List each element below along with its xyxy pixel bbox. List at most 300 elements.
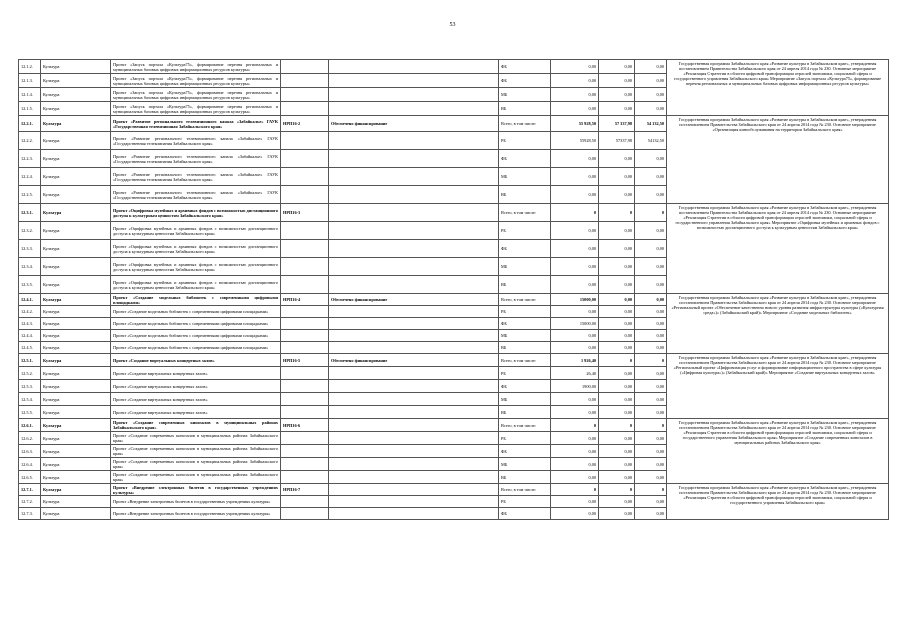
row-project: Проект «Создание виртуальных концертных залов»: [111, 354, 281, 367]
row-project: Проект «Создание современных кинозалов в муниципальных районах Забайкальского края»: [111, 432, 281, 445]
row-code: 12.1.3.: [19, 74, 41, 88]
row-value-2: 0,00: [599, 168, 635, 186]
row-value-1: 0,00: [551, 102, 599, 116]
row-value-2: 0,00: [599, 294, 635, 306]
row-value-2: 57337,98: [599, 132, 635, 150]
row-value-3: 54132,50: [635, 132, 667, 150]
row-code: 12.1.2.: [19, 60, 41, 74]
row-code: 12.3.2.: [19, 222, 41, 240]
row-code: 12.2.4.: [19, 168, 41, 186]
row-value-3: 0,00: [635, 318, 667, 330]
row-source: Всего, в том числе:: [499, 354, 551, 367]
row-source: МБ: [499, 393, 551, 406]
row-source: ФБ: [499, 240, 551, 258]
row-id: [281, 432, 329, 445]
row-id: [281, 342, 329, 354]
row-section: Культура: [41, 342, 111, 354]
row-section: Культура: [41, 508, 111, 520]
row-value-1: 55928,50: [551, 132, 599, 150]
row-code: 12.1.4.: [19, 88, 41, 102]
row-source: ВБ: [499, 186, 551, 204]
row-source: МБ: [499, 330, 551, 342]
row-value-3: 0: [635, 204, 667, 222]
row-financing: [329, 204, 499, 222]
row-value-2: 0,00: [599, 471, 635, 484]
row-project: Проект «Создание современных кинозалов в муниципальных районах Забайкальского края»: [111, 445, 281, 458]
row-financing: Обеспечено финансирование: [329, 354, 499, 367]
row-code: 12.2.5.: [19, 186, 41, 204]
row-section: Культура: [41, 132, 111, 150]
row-value-3: 0,00: [635, 445, 667, 458]
row-value-2: 0,00: [599, 186, 635, 204]
row-value-2: 0,00: [599, 406, 635, 419]
row-source: Всего, в том числе:: [499, 484, 551, 496]
row-source: ВБ: [499, 276, 551, 294]
row-value-1: 55 928,50: [551, 116, 599, 132]
row-source: РБ: [499, 132, 551, 150]
row-id: [281, 60, 329, 74]
row-id: [281, 393, 329, 406]
row-financing: [329, 258, 499, 276]
row-section: Культура: [41, 471, 111, 484]
row-id: [281, 132, 329, 150]
row-id: [281, 222, 329, 240]
row-code: 12.4.2.: [19, 306, 41, 318]
row-section: Культура: [41, 204, 111, 222]
row-financing: [329, 508, 499, 520]
row-value-3: 0,00: [635, 342, 667, 354]
row-project: Проект «Запуск портала «Культура75», формирование перечня региональных и муниципальных базовых цифровых информационных ресурсов культуры»: [111, 60, 281, 74]
row-source: ФБ: [499, 380, 551, 393]
table-row: [19, 60, 889, 74]
row-section: Культура: [41, 354, 111, 367]
row-source: МБ: [499, 258, 551, 276]
row-section: Культура: [41, 186, 111, 204]
row-financing: [329, 88, 499, 102]
row-value-1: 1 926,40: [551, 354, 599, 367]
row-source: ВБ: [499, 406, 551, 419]
row-section: Культура: [41, 116, 111, 132]
row-section: Культура: [41, 258, 111, 276]
row-value-1: 0,00: [551, 406, 599, 419]
row-value-1: 0,00: [551, 168, 599, 186]
row-value-2: 0: [599, 354, 635, 367]
row-value-1: 0,00: [551, 186, 599, 204]
table-row: [19, 354, 889, 367]
row-source: Всего, в том числе:: [499, 204, 551, 222]
row-project: Проект «Развитие регионального телевизионного канала «Забайкалье» ГАУК «Государственная телекомпания Забайкальского края»: [111, 186, 281, 204]
row-value-1: 0: [551, 484, 599, 496]
row-section: Культура: [41, 484, 111, 496]
row-code: 12.6.5.: [19, 471, 41, 484]
row-value-3: 0,00: [635, 406, 667, 419]
row-code: 12.5.4.: [19, 393, 41, 406]
row-value-2: 0,00: [599, 240, 635, 258]
row-value-1: 0: [551, 204, 599, 222]
row-project: Проект «Развитие регионального телевизионного канала «Забайкалье» ГАУК «Государственная телекомпания Забайкальского края»: [111, 132, 281, 150]
row-section: Культура: [41, 102, 111, 116]
row-value-1: 0,00: [551, 60, 599, 74]
row-project: Проект «Создание современных кинозалов в муниципальных районах Забайкальского края»: [111, 419, 281, 432]
row-value-2: 0,00: [599, 102, 635, 116]
table-row: [19, 484, 889, 496]
row-financing: [329, 330, 499, 342]
row-id: [281, 496, 329, 508]
row-section: Культура: [41, 240, 111, 258]
row-source: РБ: [499, 432, 551, 445]
row-id: [281, 168, 329, 186]
row-value-1: 0,00: [551, 276, 599, 294]
row-source: ВБ: [499, 342, 551, 354]
row-value-1: 0,00: [551, 258, 599, 276]
row-value-1: 0,00: [551, 88, 599, 102]
row-financing: [329, 306, 499, 318]
row-project: Проект «Создание модельных библиотек с современными цифровыми площадками»: [111, 330, 281, 342]
row-project: Проект «Развитие регионального телевизионного канала «Забайкалье» ГАУК «Государственная телевизионная Забайкальского края»: [111, 116, 281, 132]
row-section: Культура: [41, 318, 111, 330]
row-section: Культура: [41, 88, 111, 102]
row-value-3: 0: [635, 419, 667, 432]
row-section: Культура: [41, 445, 111, 458]
row-source: МБ: [499, 168, 551, 186]
row-value-2: 0,00: [599, 258, 635, 276]
row-id: [281, 306, 329, 318]
row-value-2: 0,00: [599, 60, 635, 74]
row-value-2: 0,00: [599, 318, 635, 330]
row-value-2: 0,00: [599, 330, 635, 342]
row-source: ФБ: [499, 508, 551, 520]
row-source: РБ: [499, 367, 551, 380]
row-value-3: 0,00: [635, 150, 667, 168]
row-section: Культура: [41, 406, 111, 419]
row-section: Культура: [41, 367, 111, 380]
row-value-3: 0,00: [635, 168, 667, 186]
row-section: Культура: [41, 168, 111, 186]
row-value-1: 15000,00: [551, 294, 599, 306]
row-code: 12.3.1.: [19, 204, 41, 222]
row-financing: [329, 318, 499, 330]
row-project: Проект «Создание современных кинозалов в муниципальных районах Забайкальского края»: [111, 458, 281, 471]
row-project: Проект «Создание модельных библиотек с современными цифровыми площадками»: [111, 342, 281, 354]
row-value-2: 0,00: [599, 393, 635, 406]
row-value-2: 0: [599, 204, 635, 222]
row-section: Культура: [41, 458, 111, 471]
row-source: РБ: [499, 496, 551, 508]
row-financing: [329, 60, 499, 74]
row-code: 12.3.3.: [19, 240, 41, 258]
program-note: Государственная программа Забайкальского края «Развитие культуры в Забайкальском крае», утвержденная постановлением Правительства Забайкальского края от 24 апреля 2014 года № 230. Основное мероприятие «Организация кинообслуживания на территории Забайкальского края»: [667, 116, 889, 204]
row-source: ВБ: [499, 471, 551, 484]
row-code: 12.4.1.: [19, 294, 41, 306]
row-section: Культура: [41, 294, 111, 306]
row-financing: [329, 393, 499, 406]
row-code: 12.7.2.: [19, 496, 41, 508]
row-code: 12.2.2.: [19, 132, 41, 150]
row-code: 12.4.5.: [19, 342, 41, 354]
row-value-2: 0,00: [599, 150, 635, 168]
row-financing: [329, 484, 499, 496]
row-value-1: 0,00: [551, 330, 599, 342]
row-value-2: 0,00: [599, 445, 635, 458]
row-code: 12.3.4.: [19, 258, 41, 276]
row-financing: [329, 150, 499, 168]
row-financing: [329, 186, 499, 204]
row-code: 12.7.1.: [19, 484, 41, 496]
row-source: РБ: [499, 306, 551, 318]
row-project: Проект «Создание виртуальных концертных залов»: [111, 367, 281, 380]
row-id: [281, 471, 329, 484]
row-id: НРП16-2: [281, 116, 329, 132]
row-source: МБ: [499, 88, 551, 102]
table-row: [19, 419, 889, 432]
row-project: Проект «Внедрение электронных билетов в государственных учреждениях культуры»: [111, 508, 281, 520]
row-financing: [329, 276, 499, 294]
row-id: [281, 367, 329, 380]
row-financing: [329, 102, 499, 116]
row-value-2: 0,00: [599, 367, 635, 380]
row-code: 12.6.4.: [19, 458, 41, 471]
program-note: Государственная программа Забайкальского края «Развитие культуры в Забайкальском крае», утвержденная постановлением Правительства Забайкальского края от 24 апреля 2014 года № 230. Основное мероприятие «Региональный проект «Обеспечение качественно нового уровня развития инфраструктуры культуры («Культурная среда»)» (Забайкальский край)» Мероприятие «Создание модельных библиотек»: [667, 294, 889, 354]
row-source: Всего, в том числе:: [499, 116, 551, 132]
row-value-2: 0,00: [599, 432, 635, 445]
row-value-1: 26,40: [551, 367, 599, 380]
row-section: Культура: [41, 276, 111, 294]
row-financing: [329, 458, 499, 471]
row-value-1: 0,00: [551, 240, 599, 258]
row-id: [281, 380, 329, 393]
row-value-3: 0,00: [635, 393, 667, 406]
row-id: [281, 186, 329, 204]
row-value-3: 0,00: [635, 60, 667, 74]
program-note: Государственная программа Забайкальского края «Развитие культуры в Забайкальском крае», утвержденная постановлением Правительства Забайкальского края от 24 апреля 2014 года № 230. Основное мероприятие «Реализация Стратегии в области цифровой трансформации отраслей экономики, социальной сферы и государственного управления Забайкальского края»: [667, 484, 889, 520]
row-financing: [329, 445, 499, 458]
row-code: 12.3.5.: [19, 276, 41, 294]
row-section: Культура: [41, 496, 111, 508]
row-financing: [329, 168, 499, 186]
row-financing: [329, 342, 499, 354]
row-section: Культура: [41, 222, 111, 240]
row-id: [281, 458, 329, 471]
row-id: [281, 240, 329, 258]
row-value-3: 0,00: [635, 508, 667, 520]
row-value-1: 0,00: [551, 432, 599, 445]
row-source: ФБ: [499, 60, 551, 74]
table-row: [19, 204, 889, 222]
row-financing: [329, 471, 499, 484]
row-section: Культура: [41, 393, 111, 406]
row-code: 12.5.3.: [19, 380, 41, 393]
row-id: [281, 406, 329, 419]
row-value-2: 0,00: [599, 342, 635, 354]
page-number: 53: [449, 22, 456, 28]
row-value-3: 0,00: [635, 496, 667, 508]
row-value-3: 0,00: [635, 240, 667, 258]
row-financing: [329, 419, 499, 432]
program-note: Государственная программа Забайкальского края «Развитие культуры в Забайкальском крае», утвержденная постановлением Правительства Забайкальского края от 24 апреля 2014 года № 230. Основные мероприятие «Реализация Стратегии в области цифровой трансформации отраслей экономики, социальной сферы и государственного управления Забайкальского края» Мероприятие «Оцифровка музейных и архивных фондов с возможностью дистанционного доступа к культурным ценностям Забайкальского края»: [667, 204, 889, 294]
row-project: Проект «Создание модельных библиотек с современными цифровыми площадками»: [111, 294, 281, 306]
row-value-2: 0,00: [599, 508, 635, 520]
row-code: 12.5.2.: [19, 367, 41, 380]
row-value-1: 1900,00: [551, 380, 599, 393]
row-project: Проект «Развитие регионального телевизионного канала «Забайкалье» ГАУК «Государственная телекомпания Забайкальского края»: [111, 150, 281, 168]
row-id: НРП16-5: [281, 354, 329, 367]
row-value-3: 54 132,50: [635, 116, 667, 132]
row-value-3: 0,00: [635, 432, 667, 445]
row-project: Проект «Оцифровка музейных и архивных фондов с возможностью дистанционного доступа к культурным ценностям Забайкальского края»: [111, 276, 281, 294]
row-project: Проект «Запуск портала «Культура75», формирование перечня региональных и муниципальных базовых цифровых информационных ресурсов культуры»: [111, 102, 281, 116]
row-code: 12.1.5.: [19, 102, 41, 116]
row-value-1: 0,00: [551, 342, 599, 354]
row-value-1: 0,00: [551, 150, 599, 168]
row-financing: Обеспечено финансирование: [329, 116, 499, 132]
row-section: Культура: [41, 60, 111, 74]
row-section: Культура: [41, 74, 111, 88]
row-value-1: 0: [551, 419, 599, 432]
row-code: 12.6.3.: [19, 445, 41, 458]
row-id: [281, 330, 329, 342]
row-project: Проект «Оцифровка музейных и архивных фондов с возможностью дистанционного доступа к культурным ценностям Забайкальского края»: [111, 258, 281, 276]
row-value-2: 0: [599, 484, 635, 496]
row-value-2: 57 337,98: [599, 116, 635, 132]
row-value-2: 0,00: [599, 276, 635, 294]
row-value-3: 0,00: [635, 380, 667, 393]
row-id: НРП16-4: [281, 294, 329, 306]
row-value-3: 0,00: [635, 471, 667, 484]
row-project: Проект «Оцифровка музейных и архивных фондов с возможностью дистанционного доступа к культурным ценностям Забайкальского края»: [111, 204, 281, 222]
row-financing: [329, 222, 499, 240]
row-financing: [329, 132, 499, 150]
row-value-3: 0,00: [635, 330, 667, 342]
row-project: Проект «Оцифровка музейных и архивных фондов с возможностью дистанционного доступа к культурным ценностям Забайкальского края»: [111, 240, 281, 258]
row-value-1: 0,00: [551, 471, 599, 484]
program-note: Государственная программа Забайкальского края «Развитие культуры в Забайкальском крае», утвержденная постановлением Правительства Забайкальского края от 24 апреля 2014 года № 230. Основное мероприятие «Региональный проект «Цифровизация услуг и формирование информационного пространства в сфере культуры («Цифровая культура»)» (Забайкальский край)» Мероприятие «Создание виртуальных концертных залов»: [667, 354, 889, 419]
row-project: Проект «Внедрение электронных билетов в государственных учреждениях культуры»: [111, 484, 281, 496]
row-value-2: 0,00: [599, 222, 635, 240]
row-code: 12.6.2.: [19, 432, 41, 445]
row-value-1: 0,00: [551, 445, 599, 458]
row-project: Проект «Создание виртуальных концертных залов»: [111, 380, 281, 393]
row-value-3: 0,00: [635, 258, 667, 276]
program-note: Государственная программа Забайкальского края «Развитие культуры в Забайкальском крае», утвержденная постановлением Правительства Забайкальского края от 24 апреля 2014 года № 230. Основные мероприятие «Реализация Стратегии в области цифровой трансформации отраслей экономики, социальной сферы и государственного управления Забайкальского края» Мероприятие «Запуск портала «Культура75», формирование перечня региональных и муниципальных базовых цифровых информационных ресурсов культуры»: [667, 60, 889, 116]
row-value-2: 0,00: [599, 74, 635, 88]
row-value-3: 0,00: [635, 102, 667, 116]
row-value-1: 0,00: [551, 74, 599, 88]
row-project: Проект «Создание модельных библиотек с современными цифровыми площадками»: [111, 318, 281, 330]
row-source: ФБ: [499, 445, 551, 458]
row-value-2: 0,00: [599, 458, 635, 471]
row-financing: [329, 74, 499, 88]
row-value-3: 0,00: [635, 276, 667, 294]
row-financing: [329, 406, 499, 419]
row-project: Проект «Развитие регионального телевизионного канала «Забайкалье» ГАУК «Государственная телекомпания Забайкальского края»: [111, 168, 281, 186]
row-code: 12.5.1.: [19, 354, 41, 367]
row-id: НРП16-3: [281, 204, 329, 222]
row-financing: [329, 496, 499, 508]
row-section: Культура: [41, 380, 111, 393]
row-value-1: 0,00: [551, 393, 599, 406]
row-section: Культура: [41, 306, 111, 318]
row-id: [281, 445, 329, 458]
row-value-3: 0,00: [635, 74, 667, 88]
row-id: [281, 102, 329, 116]
row-source: ФБ: [499, 74, 551, 88]
row-financing: [329, 240, 499, 258]
row-value-3: 0: [635, 354, 667, 367]
row-section: Культура: [41, 419, 111, 432]
row-value-3: 0,00: [635, 458, 667, 471]
row-financing: Обеспечено финансирование: [329, 294, 499, 306]
row-value-2: 0,00: [599, 88, 635, 102]
row-source: МБ: [499, 458, 551, 471]
row-value-3: 0: [635, 484, 667, 496]
row-section: Культура: [41, 330, 111, 342]
row-section: Культура: [41, 150, 111, 168]
row-value-1: 0,00: [551, 496, 599, 508]
row-id: [281, 88, 329, 102]
row-project: Проект «Запуск портала «Культура75», формирование перечня региональных и муниципальных базовых цифровых информационных ресурсов культуры»: [111, 74, 281, 88]
row-code: 12.2.1.: [19, 116, 41, 132]
row-source: ФБ: [499, 318, 551, 330]
row-financing: [329, 367, 499, 380]
row-value-2: 0,00: [599, 306, 635, 318]
row-project: Проект «Создание виртуальных концертных залов»: [111, 406, 281, 419]
row-project: Проект «Создание модельных библиотек с современными цифровыми площадками»: [111, 306, 281, 318]
row-project: Проект «Внедрение электронных билетов в государственных учреждениях культуры»: [111, 496, 281, 508]
row-value-2: 0,00: [599, 496, 635, 508]
row-code: 12.4.3.: [19, 318, 41, 330]
row-source: Всего, в том числе:: [499, 294, 551, 306]
row-id: [281, 508, 329, 520]
row-source: РБ: [499, 222, 551, 240]
row-id: [281, 74, 329, 88]
row-project: Проект «Запуск портала «Культура75», формирование перечня региональных и муниципальных базовых цифровых информационных ресурсов культуры»: [111, 88, 281, 102]
row-id: [281, 318, 329, 330]
row-value-1: 0,00: [551, 458, 599, 471]
row-value-2: 0: [599, 419, 635, 432]
row-project: Проект «Оцифровка музейных и архивных фондов с возможностью дистанционного доступа к культурным ценностям Забайкальского края»: [111, 222, 281, 240]
row-source: ВБ: [499, 102, 551, 116]
program-note: Государственная программа Забайкальского края «Развитие культуры в Забайкальском крае», утвержденная постановлением Правительства Забайкальского края от 24 апреля 2014 года № 230. Основное мероприятие «Реализация Стратегии в области цифровой трансформации отраслей экономики, социальной сферы и государственного управления Забайкальского края» Мероприятие «Создание современных кинозалов в муниципальных районах Забайкальского края»: [667, 419, 889, 484]
row-id: НРП16-7: [281, 484, 329, 496]
table-row: [19, 294, 889, 306]
row-value-3: 0,00: [635, 88, 667, 102]
row-value-1: 0,00: [551, 508, 599, 520]
row-project: Проект «Создание виртуальных концертных залов»: [111, 393, 281, 406]
row-section: Культура: [41, 432, 111, 445]
row-code: 12.5.5.: [19, 406, 41, 419]
row-value-3: 0,00: [635, 186, 667, 204]
row-id: [281, 150, 329, 168]
budget-table: [18, 59, 889, 520]
row-code: 12.6.1.: [19, 419, 41, 432]
table-row: [19, 116, 889, 132]
row-value-3: 0,00: [635, 294, 667, 306]
row-value-1: 15000,00: [551, 318, 599, 330]
row-id: [281, 276, 329, 294]
row-source: ФБ: [499, 150, 551, 168]
row-project: Проект «Создание современных кинозалов в муниципальных районах Забайкальского края»: [111, 471, 281, 484]
row-id: НРП16-6: [281, 419, 329, 432]
row-value-1: 0,00: [551, 306, 599, 318]
row-financing: [329, 380, 499, 393]
row-financing: [329, 432, 499, 445]
row-code: 12.4.4.: [19, 330, 41, 342]
row-code: 12.2.3.: [19, 150, 41, 168]
row-source: Всего, в том числе:: [499, 419, 551, 432]
row-value-3: 0,00: [635, 367, 667, 380]
row-value-3: 0,00: [635, 222, 667, 240]
row-id: [281, 258, 329, 276]
